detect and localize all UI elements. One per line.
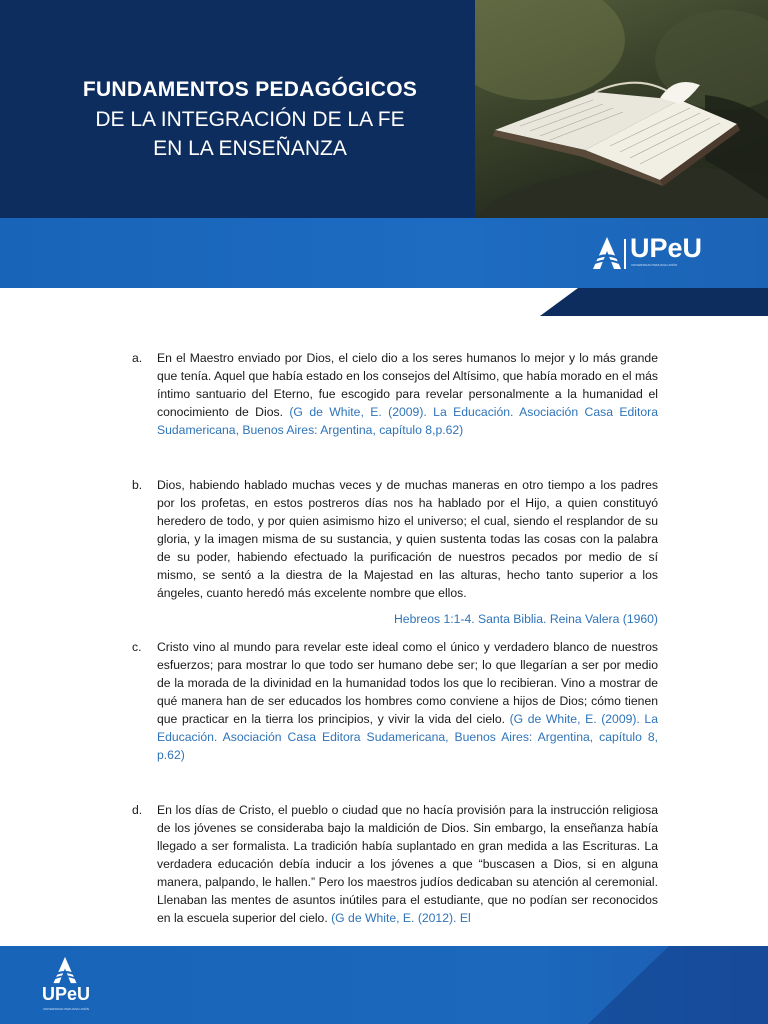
page-title-line-3: EN LA ENSEÑANZA <box>153 137 347 160</box>
footer-shade <box>588 946 768 1024</box>
upeu-tagline: UNIVERSIDAD PERUANA UNIÓN <box>631 263 678 267</box>
item-label: a. <box>132 351 143 365</box>
upeu-wordmark: UPeU <box>41 984 90 1004</box>
item-text <box>157 801 658 927</box>
header-bible-photo <box>475 0 768 218</box>
item-body: Cristo vino al mundo para revelar este ideal como el único y verdadero blanco de nuestros esfuerzos; para mostrar lo que todo ser humano debe ser; lo que llegarían a ser por medio de la morada de la divinidad en la humanidad todos los que lo recibieran. Vino a mostrar de qué manera han de ser educados los hombres como conviene a hijos de Dios; cómo tienen que practicar en la tierra los principios, y vivir la vida del cielo. <box>157 640 658 726</box>
header-accent-stripe <box>540 288 768 316</box>
item-citation: (G de White, E. (2009). La Educación. Asociación Casa Editora Sudamericana, Buenos Aires: Argentina, capítulo 8,p.62) <box>157 405 659 437</box>
item-label: d. <box>132 803 143 817</box>
item-text <box>157 638 658 764</box>
document-body <box>132 349 658 927</box>
upeu-tagline: UNIVERSIDAD PERUANA UNIÓN <box>42 1007 90 1011</box>
item-citation-right: Hebreos 1:1-4. Santa Biblia. Reina Valera (1960) <box>394 612 658 626</box>
logo-separator <box>624 239 626 269</box>
item-text <box>157 349 658 439</box>
list-item-a <box>132 349 658 439</box>
upeu-emblem-icon <box>592 236 622 270</box>
upeu-logo-header <box>592 233 732 272</box>
item-citation: (G de White, E. (2009). La Educación. Asociación Casa Editora Sudamericana, Buenos Aires: Argentina, capítulo 8, p.62) <box>157 712 658 762</box>
page-title-line-2: DE LA INTEGRACIÓN DE LA FE <box>95 108 405 131</box>
upeu-emblem-icon <box>50 956 80 984</box>
open-bible-image <box>475 0 768 218</box>
list-item-d <box>132 801 658 927</box>
item-body: En el Maestro enviado por Dios, el cielo dio a los seres humanos lo mejor y lo más grande que tenía. Aquel que había estado en los consejos del Altísimo, que había morado en el más íntimo santuario del Eterno, fue escogido para revelar personalmente a la humanidad el conocimiento de Dios. <box>157 351 658 419</box>
item-citation: (G de White, E. (2012). El <box>331 911 471 925</box>
list-item-c <box>132 638 658 764</box>
footer-band <box>0 946 768 1024</box>
list-item-b <box>132 476 658 602</box>
upeu-wordmark: UPeU <box>630 233 703 263</box>
page-title-line-1: FUNDAMENTOS PEDAGÓGICOS <box>82 78 418 101</box>
item-label: b. <box>132 478 143 492</box>
item-text: Dios, habiendo hablado muchas veces y de muchas maneras en otro tiempo a los padres por los profetas, en estos postreros días nos ha hablado por el Hijo, a quien constituyó heredero de todo, y por quien asimismo hizo el universo; el cual, siendo el resplandor de su gloria, y la imagen misma de su sustancia, y quien sustenta todas las cosas con la palabra de su poder, habiendo efectuado la purificación de nuestros pecados por medio de sí mismo, se sentó a la diestra de la Majestad en las alturas, hecho tanto superior a los ángeles, cuanto heredó más excelente nombre que ellos. <box>157 478 658 600</box>
item-body: En los días de Cristo, el pueblo o ciudad que no hacía provisión para la instrucción religiosa de los jóvenes se consideraba bajo la maldición de Dios. Sin embargo, la enseñanza había llegado a ser formalista. La tradición había suplantado en gran medida a las Escrituras. La verdadera educación debía inducir a los jóvenes a que “buscasen a Dios, si en alguna manera, palpando, le hallen.” Pero los maestros judíos dedicaban su atención al ceremonial. Llenaban las mentes de asuntos inútiles para el estudiante, que no podían ser reconocidos en la escuela superior del cielo. <box>157 803 658 925</box>
item-label: c. <box>132 640 142 654</box>
upeu-logo-footer <box>30 956 102 1016</box>
